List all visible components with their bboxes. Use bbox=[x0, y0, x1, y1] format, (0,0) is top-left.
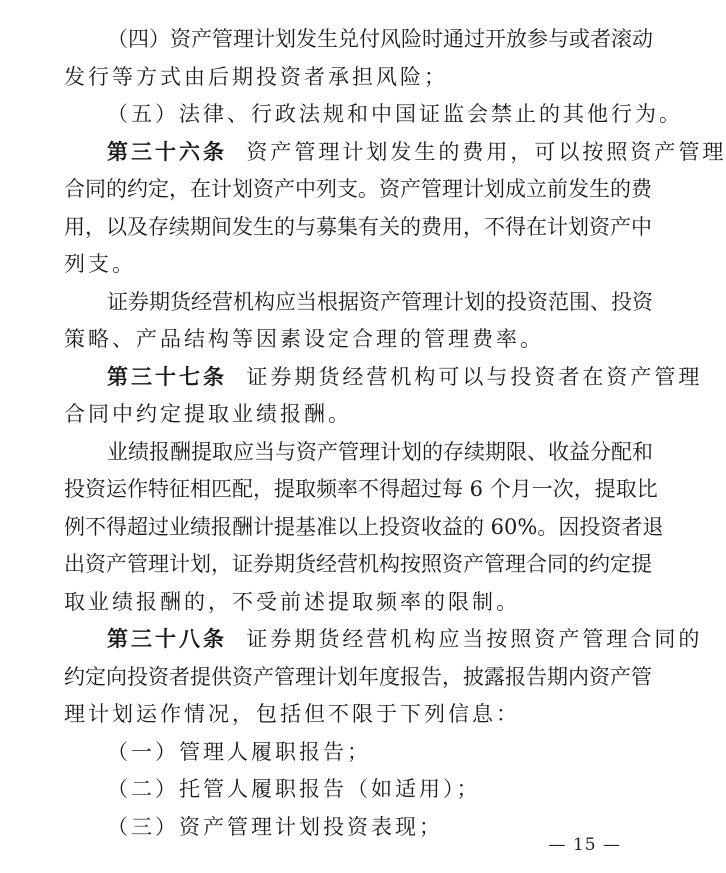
list-item: （一）管理人履职报告； bbox=[107, 739, 371, 764]
paragraph-line: 策略、产品结构等因素设定合理的管理费率。 bbox=[64, 327, 544, 351]
paragraph-line: 约定向投资者提供资产管理计划年度报告，披露报告期内资产管 bbox=[64, 664, 652, 689]
paragraph-line: 取业绩报酬的，不受前述提取频率的限制。 bbox=[64, 589, 520, 614]
paragraph-line: （四）资产管理计划发生兑付风险时通过开放参与或者滚动 bbox=[107, 27, 653, 51]
paragraph-line: 例不得超过业绩报酬计提基准以上投资收益的 60%。因投资者退 bbox=[64, 514, 664, 539]
paragraph-line: 用，以及存续期间发生的与募集有关的费用，不得在计划资产中 bbox=[64, 214, 652, 239]
paragraph-line: 发行等方式由后期投资者承担风险； bbox=[64, 64, 448, 89]
paragraph-line: 列支。 bbox=[64, 252, 136, 276]
paragraph-line: 出资产管理计划，证券期货经营机构按照资产管理合同的约定提 bbox=[64, 552, 652, 576]
paragraph-line: 业绩报酬提取应当与资产管理计划的存续期限、收益分配和 bbox=[107, 439, 653, 464]
paragraph-text: 资产管理计划发生的费用，可以按照资产管理 bbox=[246, 139, 726, 164]
article-heading: 第三十八条 bbox=[107, 627, 227, 651]
page-number: — 15 — bbox=[548, 835, 621, 855]
list-item: （二）托管人履职报告（如适用）； bbox=[107, 777, 481, 801]
paragraph-line: 合同的约定，在计划资产中列支。资产管理计划成立前发生的费 bbox=[64, 177, 652, 201]
article-36-first-line bbox=[107, 137, 726, 167]
paragraph-line: 证券期货经营机构应当根据资产管理计划的投资范围、投资 bbox=[107, 289, 653, 314]
paragraph-text: 证券期货经营机构应当按照资产管理合同的 bbox=[246, 627, 703, 651]
article-37-first-line bbox=[107, 362, 703, 392]
article-38-first-line bbox=[107, 624, 703, 654]
article-heading: 第三十七条 bbox=[107, 364, 227, 389]
paragraph-line: 理计划运作情况，包括但不限于下列信息： bbox=[64, 702, 520, 726]
paragraph-line: 合同中约定提取业绩报酬。 bbox=[64, 402, 352, 426]
paragraph-text: 证券期货经营机构可以与投资者在资产管理 bbox=[246, 364, 703, 389]
list-item: （三）资产管理计划投资表现； bbox=[107, 814, 443, 839]
article-heading: 第三十六条 bbox=[107, 139, 227, 164]
paragraph-line: 投资运作特征相匹配，提取频率不得超过每 6 个月一次，提取比 bbox=[64, 477, 658, 501]
paragraph-line: （五）法律、行政法规和中国证监会禁止的其他行为。 bbox=[107, 102, 683, 126]
